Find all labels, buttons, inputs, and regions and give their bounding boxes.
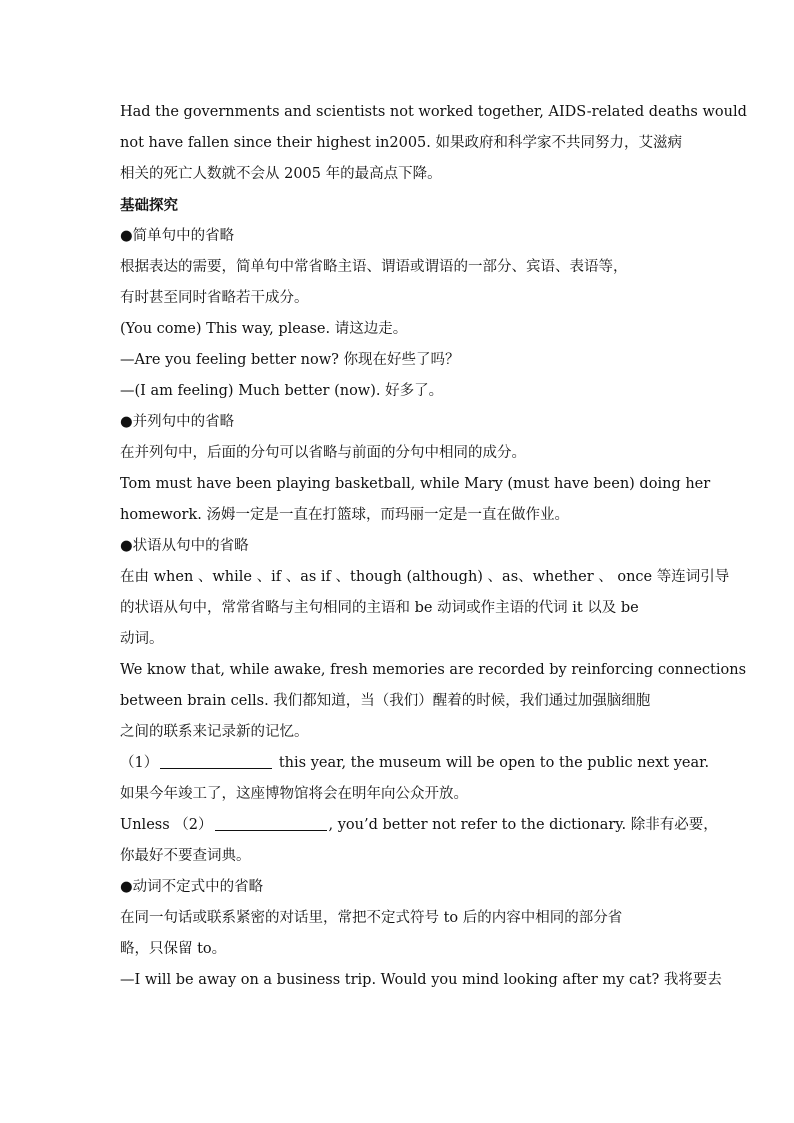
answer-blank-1[interactable] bbox=[160, 752, 272, 769]
exercise-number: （1） bbox=[120, 755, 159, 771]
bullet-heading: ●简单句中的省略 bbox=[120, 228, 235, 244]
example-line: Tom must have been playing basketball, while Mary (must have been) doing her bbox=[120, 476, 711, 492]
text-line: 根据表达的需要，简单句中常省略主语、谓语或谓语的一部分、宾语、表语等， bbox=[120, 259, 628, 275]
exercise-text: , you’d better not refer to the dictionary. 除非有必要， bbox=[328, 817, 718, 833]
exercise-number: Unless （2） bbox=[120, 817, 213, 833]
example-line: —(I am feeling) Much better (now). 好多了。 bbox=[120, 383, 444, 399]
text-line: 在由 when 、while 、if 、as if 、though (although) 、as、whether 、 once 等连词引导 bbox=[120, 569, 730, 585]
text-line: 在并列句中，后面的分句可以省略与前面的分句中相同的成分。 bbox=[120, 445, 526, 461]
example-line: (You come) This way, please. 请这边走。 bbox=[120, 321, 408, 337]
example-line: We know that, while awake, fresh memories are recorded by reinforcing connections bbox=[120, 662, 747, 678]
bullet-heading: ●动词不定式中的省略 bbox=[120, 879, 264, 895]
example-line: homework. 汤姆一定是一直在打篮球，而玛丽一定是一直在做作业。 bbox=[120, 507, 569, 523]
text-line: 相关的死亡人数就不会从 2005 年的最高点下降。 bbox=[120, 166, 442, 182]
example-line: between brain cells. 我们都知道，当（我们）醒着的时候，我们通过加强脑细胞 bbox=[120, 693, 651, 709]
bullet-heading: ●并列句中的省略 bbox=[120, 414, 235, 430]
text-line: not have fallen since their highest in2005. 如果政府和科学家不共同努力，艾滋病 bbox=[120, 135, 682, 151]
document-body bbox=[120, 97, 747, 996]
example-line: 之间的联系来记录新的记忆。 bbox=[120, 724, 309, 740]
text-line: 动词。 bbox=[120, 631, 164, 647]
text-line: 有时甚至同时省略若干成分。 bbox=[120, 290, 309, 306]
exercise-line-2 bbox=[120, 810, 718, 841]
example-line: 你最好不要查词典。 bbox=[120, 848, 251, 864]
text-line: 的状语从句中，常常省略与主句相同的主语和 be 动词或作主语的代词 it 以及 be bbox=[120, 600, 639, 616]
exercise-text: this year, the museum will be open to the public next year. bbox=[274, 755, 710, 771]
example-line: —I will be away on a business trip. Would you mind looking after my cat? 我将要去 bbox=[120, 972, 722, 988]
example-line: —Are you feeling better now? 你现在好些了吗？ bbox=[120, 352, 460, 368]
section-heading: 基础探究 bbox=[120, 197, 178, 214]
text-line: 略，只保留 to。 bbox=[120, 941, 227, 957]
exercise-line-1 bbox=[120, 748, 710, 779]
example-line: 如果今年竣工了，这座博物馆将会在明年向公众开放。 bbox=[120, 786, 468, 802]
text-line: Had the governments and scientists not worked together, AIDS-related deaths would bbox=[120, 104, 747, 120]
text-line: 在同一句话或联系紧密的对话里，常把不定式符号 to 后的内容中相同的部分省 bbox=[120, 910, 623, 926]
answer-blank-2[interactable] bbox=[215, 814, 327, 831]
bullet-heading: ●状语从句中的省略 bbox=[120, 538, 249, 554]
